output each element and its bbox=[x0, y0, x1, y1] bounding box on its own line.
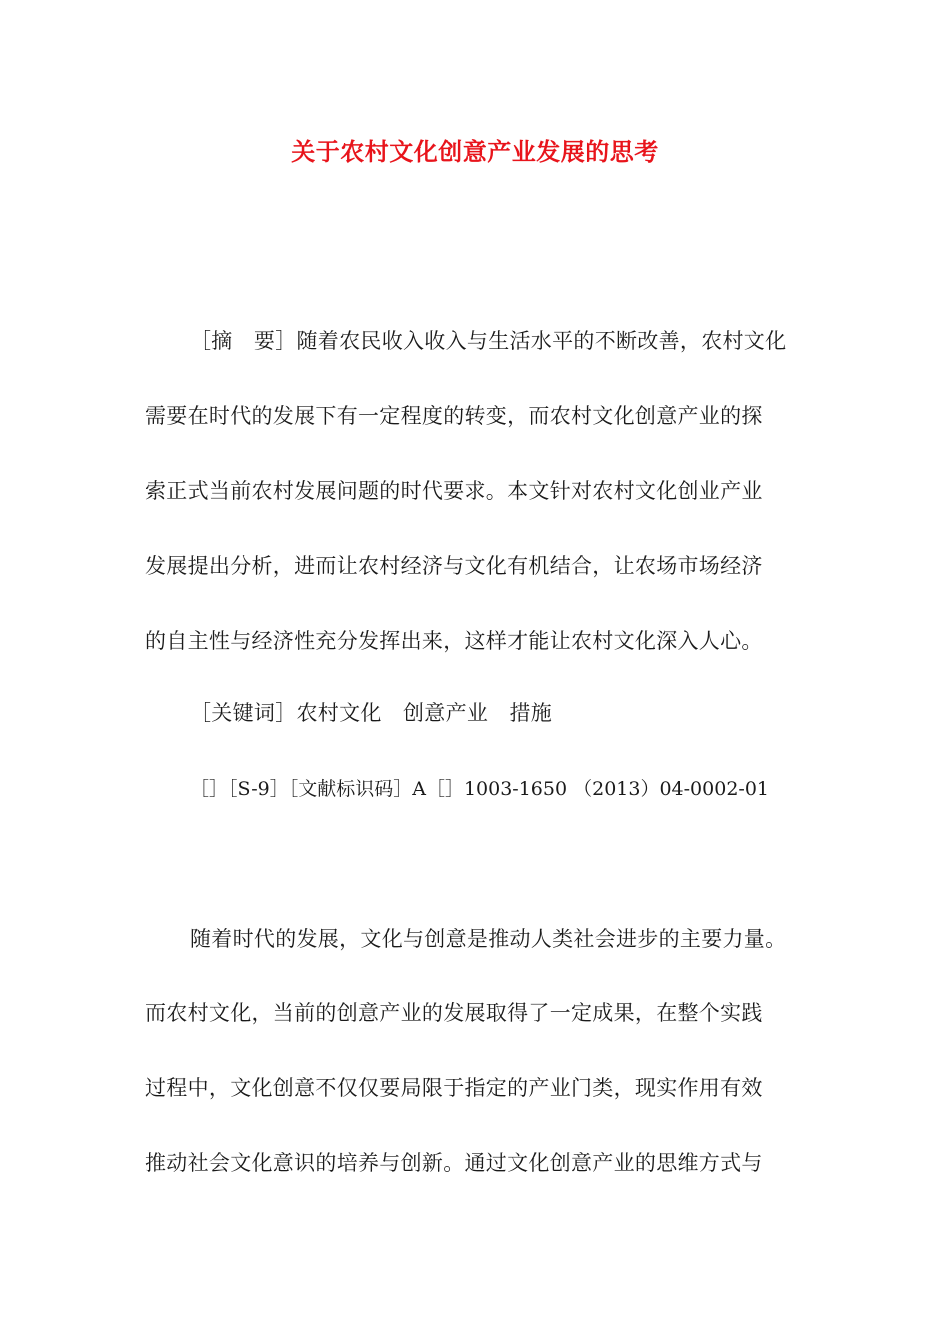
abstract-line-2: 需要在时代的发展下有一定程度的转变，而农村文化创意产业的探 bbox=[145, 404, 763, 428]
abstract-line-5: 的自主性与经济性充分发挥出来，这样才能让农村文化深入人心。 bbox=[145, 629, 763, 653]
keywords-line: ［关键词］农村文化 创意产业 措施 bbox=[190, 701, 553, 725]
reference-line: ［］［S-9］［文献标识码］A［］1003-1650 （2013）04-0002-01 bbox=[190, 778, 770, 800]
body-line-1: 随着时代的发展，文化与创意是推动人类社会进步的主要力量。 bbox=[190, 927, 787, 951]
abstract-line-4: 发展提出分析，进而让农村经济与文化有机结合，让农场市场经济 bbox=[145, 554, 763, 578]
abstract-line-3: 索正式当前农村发展问题的时代要求。本文针对农村文化创业产业 bbox=[145, 479, 763, 503]
body-line-2: 而农村文化，当前的创意产业的发展取得了一定成果，在整个实践 bbox=[145, 1001, 763, 1025]
abstract-line-1: ［摘 要］随着农民收入收入与生活水平的不断改善，农村文化 bbox=[190, 329, 787, 353]
body-line-3: 过程中，文化创意不仅仅要局限于指定的产业门类，现实作用有效 bbox=[145, 1076, 763, 1100]
document-title: 关于农村文化创意产业发展的思考 bbox=[291, 138, 659, 166]
body-line-4: 推动社会文化意识的培养与创新。通过文化创意产业的思维方式与 bbox=[145, 1151, 763, 1175]
